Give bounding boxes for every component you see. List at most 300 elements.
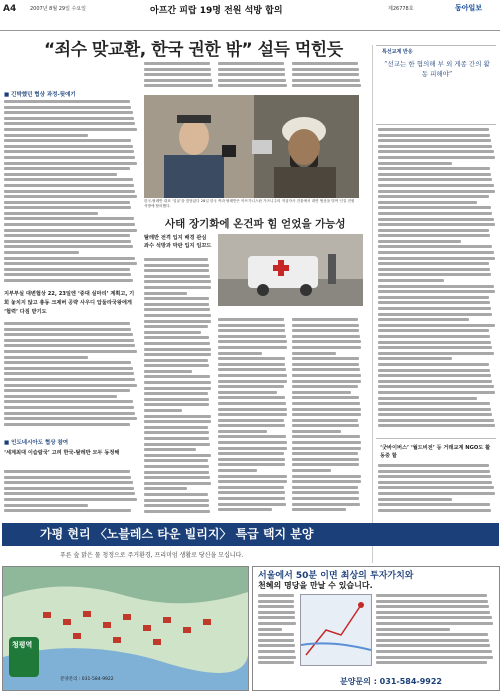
text-line	[144, 409, 182, 412]
text-line	[258, 639, 294, 642]
text-line	[4, 372, 134, 375]
text-line	[376, 650, 492, 653]
text-line	[378, 413, 492, 416]
text-line	[4, 384, 137, 387]
mid-subhead: 탈레반 전격 입지 배경 관심 좌수 석방과 막판 입지 임꼬드	[144, 235, 212, 249]
vehicle-photo	[218, 234, 363, 306]
text-line	[378, 156, 495, 159]
article-body-mid-3	[292, 318, 362, 518]
text-line	[292, 340, 361, 343]
text-line	[378, 335, 490, 338]
text-line	[376, 594, 487, 597]
text-line	[378, 145, 492, 148]
text-line	[378, 245, 492, 248]
text-line	[218, 435, 286, 438]
text-line	[218, 480, 287, 483]
ad2-subtitle: 천혜의 명당을 만날 수 있습니다.	[258, 581, 373, 590]
text-line	[4, 498, 137, 501]
text-line	[292, 424, 359, 427]
text-line	[292, 447, 361, 450]
text-line	[144, 471, 209, 474]
text-line	[378, 391, 495, 394]
article-body-mid-1	[144, 258, 212, 518]
text-line	[378, 324, 495, 327]
text-line	[292, 491, 359, 494]
text-line	[292, 503, 360, 506]
station-badge: 청평역	[12, 641, 33, 649]
text-line	[144, 443, 210, 446]
newspaper-logo: 동아일보	[455, 3, 483, 12]
text-line	[144, 476, 210, 479]
text-line	[378, 498, 452, 501]
text-line	[378, 218, 494, 221]
text-line	[378, 190, 495, 193]
text-line	[218, 324, 285, 327]
text-line	[378, 290, 495, 293]
text-line	[378, 262, 489, 265]
text-line	[4, 145, 133, 148]
section-tag: ■ 긴박했던 협상 과정-뒷얘기	[4, 90, 76, 98]
text-line	[4, 229, 137, 232]
text-line	[4, 117, 134, 120]
text-line	[292, 408, 361, 411]
text-line	[378, 380, 492, 383]
mid-headline: 사태 장기화에 온건파 힘 얻었을 가능성	[165, 218, 346, 230]
text-line	[144, 258, 208, 261]
page-number: A4	[3, 4, 17, 14]
text-line	[144, 325, 208, 328]
text-line	[378, 397, 477, 400]
text-line	[378, 139, 491, 142]
text-line	[378, 279, 444, 282]
text-line	[292, 352, 336, 355]
article-body-mid-2	[218, 318, 288, 518]
section-tag-2: ■ 인도네시아도 협상 참여	[4, 438, 68, 446]
text-line	[376, 616, 492, 619]
text-line	[378, 212, 492, 215]
text-line	[378, 318, 469, 321]
text-line	[4, 195, 137, 198]
text-line	[378, 195, 489, 198]
text-line	[292, 363, 359, 366]
text-line	[144, 269, 209, 272]
text-line	[378, 470, 490, 473]
text-line	[218, 335, 286, 338]
ad2-title: 서울에서 50분 이면 최상의 투자가치와	[258, 571, 414, 581]
text-line	[292, 391, 351, 394]
text-line	[144, 415, 211, 418]
text-line	[218, 413, 287, 416]
text-line	[378, 402, 490, 405]
text-line	[4, 245, 133, 248]
right-column-title: “선교는 한 협의해 부 외 게종 간의 활동 피해야”	[384, 60, 490, 78]
text-line	[4, 134, 88, 137]
text-line	[4, 190, 135, 193]
text-line	[4, 217, 134, 220]
text-line	[144, 364, 209, 367]
text-line	[378, 486, 494, 489]
text-line	[292, 419, 358, 422]
ad-title: 가평 현리 〈노블레스 타운 빌리지〉 특급 택지 분양	[40, 527, 314, 541]
news-photo	[144, 95, 359, 198]
text-line	[4, 162, 137, 165]
issue-date: 2007년 8월 29일 수요일	[30, 6, 87, 12]
left-subhead-2: ‘세계최대 이슬람국’ 고려 한국-탈레반 모두 동정해	[4, 450, 120, 456]
text-line	[258, 650, 295, 653]
text-line	[4, 201, 130, 204]
text-line	[378, 134, 490, 137]
text-line	[292, 79, 360, 82]
ad-phone: 분양문의 : 031-584-9922	[60, 677, 114, 682]
text-line	[144, 465, 209, 468]
text-line	[218, 68, 285, 71]
text-line	[4, 122, 135, 125]
text-line	[218, 357, 285, 360]
text-line	[4, 350, 137, 353]
ad-info-left	[258, 594, 296, 669]
text-line	[378, 268, 490, 271]
text-line	[4, 333, 133, 336]
photo-caption: 한국-탈레반 대표 ‘얼굴’을 맞닿았다 28일 한국 측과 탈레반은 아프가니스탄 가즈니주의 적십자사 건물에서 대면 협상을 벌여 인질 전원 석방에 합의했다.	[144, 199, 355, 208]
text-line	[378, 201, 477, 204]
text-line	[144, 381, 211, 384]
text-line	[292, 452, 358, 455]
text-line	[4, 173, 117, 176]
text-line	[378, 150, 494, 153]
text-line	[4, 100, 130, 103]
column-divider	[372, 45, 373, 563]
text-line	[144, 320, 211, 323]
text-line	[376, 656, 493, 659]
text-line	[144, 493, 208, 496]
text-line	[144, 420, 211, 423]
text-line	[144, 62, 210, 65]
article-body-center	[144, 62, 214, 92]
text-line	[292, 463, 359, 466]
text-line	[378, 167, 490, 170]
text-line	[144, 487, 187, 490]
text-line	[144, 403, 209, 406]
text-line	[4, 417, 137, 420]
text-line	[378, 408, 491, 411]
text-line	[218, 374, 287, 377]
text-line	[4, 361, 131, 364]
text-line	[144, 308, 210, 311]
text-line	[144, 342, 210, 345]
text-line	[144, 292, 187, 295]
text-line	[378, 357, 452, 360]
text-line	[144, 297, 209, 300]
text-line	[292, 508, 346, 511]
text-line	[144, 499, 209, 502]
ad-village-image	[2, 566, 249, 691]
text-line	[378, 475, 491, 478]
text-line	[378, 369, 490, 372]
text-line	[218, 318, 284, 321]
text-line	[378, 128, 489, 131]
text-line	[378, 341, 491, 344]
text-line	[292, 480, 361, 483]
text-line	[292, 385, 358, 388]
text-line	[378, 229, 489, 232]
text-line	[4, 223, 135, 226]
text-line	[292, 324, 359, 327]
text-line	[376, 622, 493, 625]
text-line	[376, 639, 489, 642]
text-line	[258, 622, 296, 625]
text-line	[218, 497, 285, 500]
text-line	[376, 661, 487, 664]
text-line	[218, 424, 285, 427]
text-line	[144, 454, 211, 457]
text-line	[378, 307, 491, 310]
text-line	[292, 413, 361, 416]
text-line	[4, 150, 134, 153]
text-line	[376, 605, 489, 608]
text-line	[378, 419, 494, 422]
text-line	[4, 273, 131, 276]
text-line	[292, 357, 359, 360]
article-body-left	[4, 100, 138, 285]
text-line	[144, 426, 208, 429]
text-line	[292, 458, 359, 461]
text-line	[376, 644, 490, 647]
text-line	[4, 339, 134, 342]
text-line	[144, 459, 208, 462]
text-line	[258, 656, 296, 659]
text-line	[378, 251, 494, 254]
text-line	[144, 504, 209, 507]
text-line	[218, 441, 287, 444]
text-line	[4, 251, 79, 254]
text-line	[218, 363, 285, 366]
text-line	[378, 301, 490, 304]
text-line	[378, 296, 489, 299]
text-line	[218, 463, 285, 466]
main-headline: “죄수 맞교환, 한국 권한 밖” 설득 먹힌듯	[44, 40, 343, 60]
article-body-center-2	[218, 62, 288, 92]
text-line	[4, 184, 134, 187]
ad2-phone: 분양문의 : 031-584-9922	[340, 677, 442, 686]
text-line	[378, 234, 490, 237]
text-line	[292, 396, 359, 399]
text-line	[4, 504, 88, 507]
text-line	[292, 318, 358, 321]
text-line	[218, 447, 287, 450]
text-line	[218, 396, 285, 399]
text-line	[218, 62, 284, 65]
text-line	[4, 406, 134, 409]
text-line	[258, 661, 294, 664]
text-line	[218, 79, 286, 82]
text-line	[292, 368, 360, 371]
text-line	[378, 346, 492, 349]
text-line	[218, 508, 272, 511]
text-line	[4, 178, 133, 181]
text-line	[4, 389, 130, 392]
left-subhead: 지부부실 대변협상 22, 23일엔 ‘중대 실마리’ 계획고, 기회 놓치지 않고 총동 크제버 공략 사우디 압둘라국왕에게 ‘협력’ 다짐 받기도	[4, 291, 135, 315]
text-line	[376, 611, 490, 614]
text-line	[378, 240, 461, 243]
ad-subtitle: 푸른 숲 맑은 물 청정으로 주거환경, 프리미엄 생활로 당신을 모십니다.	[60, 552, 244, 559]
text-line	[218, 84, 287, 87]
text-line	[292, 346, 361, 349]
text-line	[144, 264, 209, 267]
text-line	[218, 380, 287, 383]
text-line	[218, 402, 286, 405]
text-line	[4, 487, 134, 490]
text-line	[292, 62, 358, 65]
text-line	[292, 402, 360, 405]
text-line	[4, 212, 98, 215]
ad-map	[300, 594, 372, 666]
text-line	[4, 492, 135, 495]
text-line	[378, 329, 489, 332]
text-line	[4, 111, 133, 114]
text-line	[218, 391, 277, 394]
text-line	[4, 423, 130, 426]
text-line	[378, 285, 494, 288]
text-line	[4, 139, 131, 142]
text-line	[4, 206, 131, 209]
text-line	[144, 286, 211, 289]
text-line	[292, 486, 358, 489]
text-line	[144, 336, 209, 339]
text-line	[144, 331, 201, 334]
text-line	[144, 437, 209, 440]
article-body-left-3	[4, 470, 138, 515]
text-line	[4, 344, 135, 347]
text-line	[292, 435, 360, 438]
text-line	[292, 68, 359, 71]
text-line	[292, 497, 359, 500]
text-line	[258, 628, 282, 631]
text-line	[378, 223, 495, 226]
text-line	[144, 398, 209, 401]
text-line	[378, 162, 452, 165]
text-line	[4, 367, 133, 370]
text-line	[144, 79, 212, 82]
text-line	[4, 106, 131, 109]
text-line	[144, 275, 210, 278]
text-line	[292, 329, 359, 332]
text-line	[4, 481, 133, 484]
text-line	[378, 374, 491, 377]
text-line	[378, 178, 492, 181]
text-line	[378, 492, 495, 495]
text-line	[4, 257, 135, 260]
text-line	[292, 84, 361, 87]
text-line	[292, 441, 361, 444]
text-line	[218, 408, 287, 411]
text-line	[4, 412, 135, 415]
article-body-right-2	[378, 464, 496, 519]
text-line	[144, 280, 211, 283]
text-line	[4, 509, 131, 512]
right-subhead: ‘굿바이버스’ ‘월드비전’ 등 거래교계 NGO도 활동중 할	[380, 445, 491, 459]
article-body-left-2	[4, 322, 138, 432]
section-banner: 아프간 피랍 19명 전원 석방 합의	[150, 6, 283, 16]
right-section-tag: 특선교계 반응	[382, 49, 413, 55]
text-line	[378, 363, 489, 366]
text-line	[4, 400, 133, 403]
text-line	[218, 419, 284, 422]
text-line	[218, 385, 284, 388]
text-line	[144, 510, 210, 513]
article-body-center-3	[292, 62, 362, 92]
text-line	[376, 633, 488, 636]
text-line	[378, 313, 492, 316]
ad-info-right	[376, 594, 494, 669]
text-line	[4, 268, 130, 271]
text-line	[4, 167, 130, 170]
text-line	[218, 469, 257, 472]
text-line	[218, 352, 262, 355]
text-line	[144, 73, 211, 76]
text-line	[378, 257, 495, 260]
text-line	[144, 448, 196, 451]
text-line	[144, 68, 211, 71]
text-line	[4, 240, 131, 243]
right-divider	[376, 438, 496, 439]
text-line	[144, 482, 211, 485]
text-line	[218, 340, 287, 343]
text-line	[258, 594, 294, 597]
text-line	[378, 173, 491, 176]
text-line	[378, 464, 489, 467]
text-line	[4, 128, 137, 131]
text-line	[376, 628, 450, 631]
text-line	[292, 475, 361, 478]
text-line	[144, 348, 211, 351]
article-body-right	[378, 128, 496, 433]
text-line	[378, 273, 491, 276]
text-line	[218, 346, 287, 349]
text-line	[218, 491, 285, 494]
right-column-box	[376, 45, 496, 125]
text-line	[4, 395, 117, 398]
text-line	[378, 184, 494, 187]
text-line	[378, 424, 495, 427]
text-line	[218, 329, 285, 332]
text-line	[378, 206, 491, 209]
text-line	[4, 470, 130, 473]
text-line	[292, 430, 341, 433]
text-line	[4, 234, 130, 237]
text-line	[378, 385, 494, 388]
issue-number: 제26778호	[388, 6, 414, 12]
text-line	[4, 328, 131, 331]
text-line	[144, 370, 192, 373]
text-line	[4, 476, 131, 479]
text-line	[258, 605, 294, 608]
text-line	[292, 380, 361, 383]
text-line	[144, 84, 213, 87]
text-line	[218, 73, 285, 76]
text-line	[144, 431, 209, 434]
text-line	[4, 378, 135, 381]
text-line	[144, 375, 210, 378]
text-line	[218, 458, 285, 461]
text-line	[218, 475, 287, 478]
text-line	[258, 611, 295, 614]
text-line	[144, 353, 211, 356]
text-line	[378, 481, 492, 484]
text-line	[218, 452, 284, 455]
text-line	[292, 335, 360, 338]
text-line	[144, 387, 211, 390]
text-line	[4, 156, 135, 159]
